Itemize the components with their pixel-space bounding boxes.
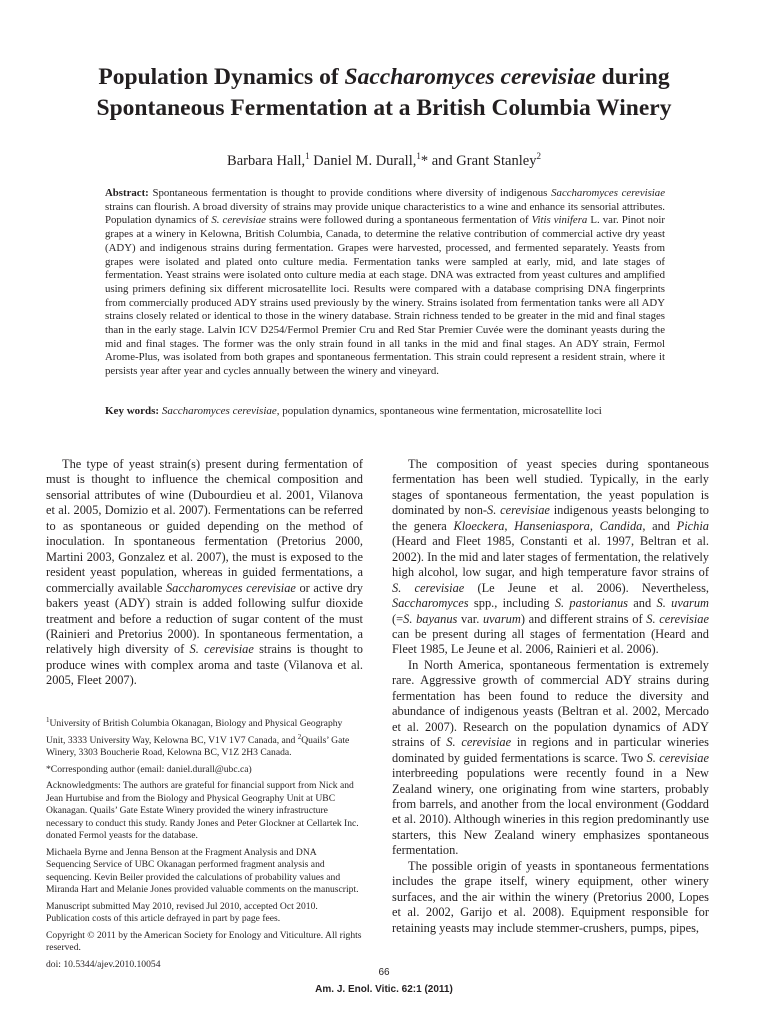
author-1-affil: 1	[305, 151, 310, 161]
page-number: 66	[378, 967, 390, 978]
body-text: (Le Jeune et al. 2006). Nevertheless,	[464, 580, 709, 595]
body-text: ) and different strains of	[520, 611, 647, 626]
body-text: The composition of yeast species during spontaneous fermentation has been well studied. Typically, in the early stages of spontaneous fermentation, the yeast population is dominated by non-	[392, 457, 709, 518]
left-paragraph-1	[46, 457, 363, 689]
body-text: ,	[504, 518, 515, 533]
body-italic: S. cerevisiae	[392, 580, 465, 595]
abstract-italic: Vitis vinifera	[531, 214, 588, 227]
body-italic: Saccharomyces	[392, 596, 469, 611]
footnote-corresponding: *Corresponding author (email: daniel.durall@ubc.ca)	[46, 763, 252, 775]
footnotes	[46, 714, 363, 975]
body-text: indigenous yeasts belonging to the genera	[392, 503, 709, 533]
title-text-1: Population Dynamics of	[98, 64, 345, 90]
author-2-affil: 1	[416, 151, 421, 161]
right-paragraph-3: The possible origin of yeasts in spontaneous fermentations includes the grape itself, winery equipment, other winery surfaces, and the air within the winery (Pretorius 2000, Lopes et al. 2002, Garijo et al. 2008). Equipment responsible for retaining yeasts may include stemmer-crushers, pumps, pipes,	[392, 858, 709, 935]
body-italic: Kloeckera	[453, 518, 505, 533]
keywords-label: Key words:	[105, 405, 160, 417]
body-text: strains is thought to produce wines with complex aroma and taste (Vilanova et al. 2005, Fleet 2007).	[46, 642, 363, 688]
body-italic: Hanseniaspora	[514, 518, 590, 533]
right-column	[392, 457, 709, 936]
body-italic: uvarum	[482, 611, 521, 626]
body-italic: Candida	[599, 518, 643, 533]
author-3: * and Grant Stanley	[420, 152, 537, 169]
paper-title	[40, 62, 728, 124]
body-text: , and	[642, 518, 677, 533]
right-paragraph-2	[392, 658, 709, 859]
footnote-doi: doi: 10.5344/ajev.2010.10054	[46, 958, 161, 970]
abstract-italic: Saccharomyces cerevisiae	[551, 187, 665, 199]
body-text: and	[627, 596, 657, 611]
body-text: In North America, spontaneous fermentation is extremely rare. Aggressive growth of commercial ADY strains during fermentation has been found to reduce the diversity and abundance of indigenous yeasts (Beltran et al. 2002, Mercado et al. 2007). Research on the population dynamics of ADY strains of	[392, 657, 709, 750]
body-italic: S. cerevisiae	[646, 611, 710, 626]
author-2: Daniel M. Durall,	[309, 152, 417, 169]
footnote-copyright: Copyright © 2011 by the American Society for Enology and Viticulture. All rights reserved.	[46, 929, 362, 954]
abstract-label: Abstract:	[105, 187, 149, 199]
footnote-affiliations	[46, 714, 363, 760]
keywords-italic: Saccharomyces cerevisiae	[159, 405, 277, 417]
left-column	[46, 457, 363, 689]
body-italic: S. cerevisiae	[646, 750, 710, 765]
journal-citation: Am. J. Enol. Vitic. 62:1 (2011)	[315, 984, 453, 995]
abstract	[105, 187, 665, 379]
body-text: spp., including	[468, 596, 555, 611]
author-list	[40, 147, 728, 170]
footnote-text: University of British Columbia Okanagan, Biology and Physical Geography Unit, 3333 University Way, Kelowna BC, V1V 1V7 Canada, and	[46, 718, 343, 746]
abstract-text: Spontaneous fermentation is thought to provide conditions where diversity of indigenous	[148, 187, 552, 199]
body-text: in regions and in particular wineries dominated by guided fermentations is scarce. Two	[392, 735, 709, 765]
body-text: interbreeding populations were recently found in a New Zealand winery, one originating from wine starters, probably from barrels, and another from the local environment (Goddard et al. 2010). Although wineries in this region predominantly use starters, this New Zealand winery emphasizes spontaneous fermentation.	[392, 766, 709, 858]
title-text-2: during	[595, 64, 670, 90]
body-italic: S. cerevisiae	[189, 642, 254, 657]
body-text: ,	[589, 518, 600, 533]
title-italic: Saccharomyces cerevisiae	[344, 64, 596, 90]
author-3-affil: 2	[536, 151, 541, 161]
body-italic: S. pastorianus	[554, 596, 628, 611]
body-italic: S. cerevisiae	[446, 735, 512, 750]
body-italic: Saccharomyces cerevisiae	[165, 580, 296, 595]
body-text: can be present during all stages of fermentation (Heard and Fleet 1985, Le Jeune et al. 2006, Rainieri et al. 2006).	[392, 626, 709, 657]
title-line-2: Spontaneous Fermentation at a British Columbia Winery	[96, 95, 672, 121]
body-italic: Pichia	[676, 518, 710, 533]
footnote-acknowledgments-2: Michaela Byrne and Jenna Benson at the Fragment Analysis and DNA Sequencing Service of UBC Okanagan performed fragment analysis and sequencing. Kevin Beiler provided the calculations of probability values and Miranda Hart and Melanie Jones provided valuable comments on the manuscript.	[46, 846, 359, 896]
body-text: (Heard and Fleet 1985, Constanti et al. 1997, Beltran et al. 2002). In the mid and later stages of fermentation, the relatively high alcohol, low sugar, and high temperature favor strains of	[392, 534, 709, 580]
footnote-sup: 1	[46, 716, 50, 724]
author-1: Barbara Hall,	[227, 152, 306, 169]
body-italic: S. uvarum	[656, 596, 709, 611]
abstract-text: strains can flourish. A broad diversity of strains may provide unique characteristics to a wine and enhance its sensorial attributes. Population dynamics of	[105, 200, 665, 227]
right-paragraph-1	[392, 457, 709, 658]
footnote-manuscript: Manuscript submitted May 2010, revised Jul 2010, accepted Oct 2010. Publication costs of this article defrayed in part by page fees.	[46, 900, 318, 925]
body-text: or active dry bakers yeast (ADY) strain is added following sulfur dioxide treatment and before a reduction of sugar content of the must (Rainieri and Pretorius 2000). In spontaneous fermentation, a relatively high diversity of	[46, 580, 364, 657]
footnote-sup: 2	[297, 732, 302, 741]
body-text: var.	[457, 611, 483, 626]
body-italic: S. bayanus	[403, 611, 458, 626]
abstract-text: L. var. Pinot noir grapes at a winery in Kelowna, British Columbia, Canada, to determine the relative contribution of commercial active dry yeast (ADY) and indigenous strains during fermentation. Grapes were harvested, processed, and fermented separately. Yeasts from grapes were isolated and plated onto culture media. Fermentation tanks were sampled at early, mid, and late stages of fermentation. Yeast strains were isolated onto culture media at each stage. DNA was extracted from yeast cultures and amplified using primers defining six different microsatellite loci. Results were compared with a database comprising DNA fingerprints from commercially produced ADY strains used previously by the winery. Strains isolated from fermentation tanks were all ADY strains closely related or identical to those in the winery database. Strain richness tended to be greater in the mid and final stages than in the early stage. Lalvin ICV D254/Fermol Premier Cru and Red Star Premier Cuvée were the dominant yeasts during the mid and final stages. The former was the only strain found in all tanks in the mid and final stages. An ADY strain, Fermol Arome-Plus, was isolated from both grapes and spontaneous fermentation. This strain could represent a resident strain, where it persists year after year and cycles annually between the winery and vineyard.	[105, 214, 665, 378]
footnote-acknowledgments: Acknowledgments: The authors are grateful for financial support from Nick and Jean Hurtubise and from the Biology and Physical Geography Unit at UBC Okanagan. Quails’ Gate Estate Winery provided the winery infrastructure necessary to conduct this study. Randy Jones and Peter Glockner at Cellartek Inc. donated Fermol yeasts for the database.	[46, 780, 359, 842]
abstract-italic: S. cerevisiae	[211, 214, 266, 227]
body-text: The type of yeast strain(s) present during fermentation of must is thought to influence the chemical composition and sensorial attributes of wine (Dubourdieu et al. 2001, Vilanova et al. 2005, Domizio et al. 2007). Fermentations can be referred to as spontaneous or guided depending on the method of inoculation. In spontaneous fermentation (Pretorius 2000, Martini 2003, Gonzalez et al. 2007), the must is exposed to the resident yeast population, whereas in guided fermentations, a commercially available	[46, 457, 363, 595]
abstract-text: strains were followed during a spontaneous fermentation of	[265, 214, 532, 227]
keywords	[105, 404, 685, 418]
body-text: (=	[392, 611, 404, 626]
keywords-text: , population dynamics, spontaneous wine fermentation, microsatellite loci	[276, 405, 602, 417]
footnote-text: Quails’ Gate Winery, 3303 Boucherie Road, Kelowna BC, V1Z 2H3 Canada.	[46, 734, 350, 759]
body-italic: S. cerevisiae	[487, 503, 550, 518]
